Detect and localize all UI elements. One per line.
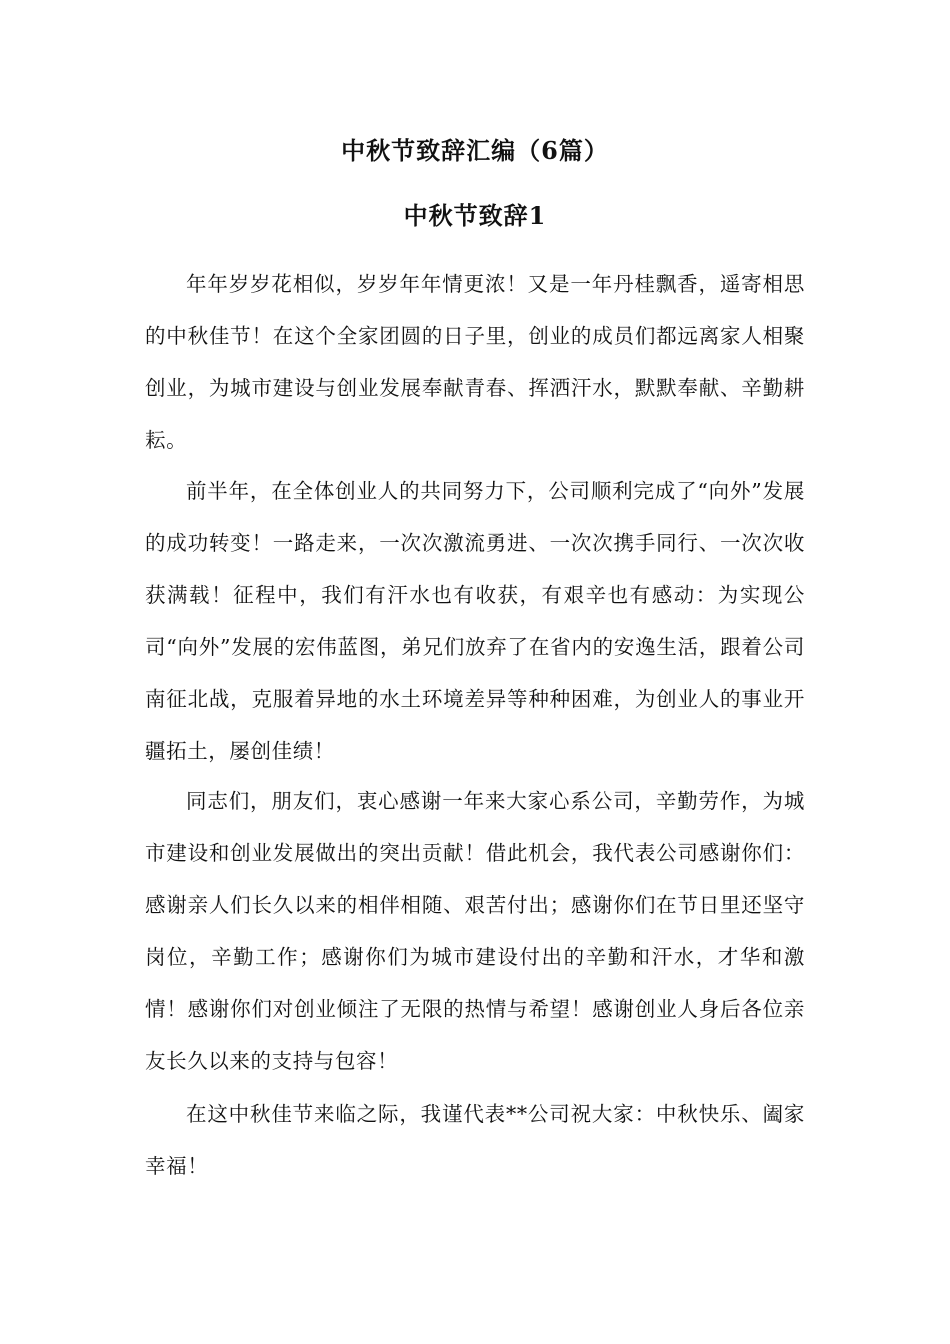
paragraph-3: 同志们，朋友们，衷心感谢一年来大家心系公司，辛勤劳作，为城市建设和创业发展做出的突出贡献！借此机会，我代表公司感谢你们：感谢亲人们长久以来的相伴相随、艰苦付出；感谢你们在节日里还坚守岗位，辛勤工作；感谢你们为城市建设付出的辛勤和汗水，才华和激情！感谢你们对创业倾注了无限的热情与希望！感谢创业人身后各位亲友长久以来的支持与包容！ <box>145 789 805 1073</box>
section-title: 中秋节致辞1 <box>403 201 547 230</box>
paragraph-2: 前半年，在全体创业人的共同努力下，公司顺利完成了“向外”发展的成功转变！一路走来，一次次激流勇进、一次次携手同行、一次次收获满载！征程中，我们有汗水也有收获，有艰辛也有感动：为实现公司“向外”发展的宏伟蓝图，弟兄们放弃了在省内的安逸生活，跟着公司南征北战，克服着异地的水土环境差异等种种困难，为创业人的事业开疆拓土，屡创佳绩！ <box>145 479 805 763</box>
paragraph-4: 在这中秋佳节来临之际，我谨代表**公司祝大家：中秋快乐、阖家幸福！ <box>145 1102 805 1178</box>
paragraph-1: 年年岁岁花相似，岁岁年年情更浓！又是一年丹桂飘香，遥寄相思的中秋佳节！在这个全家团圆的日子里，创业的成员们都远离家人相聚创业，为城市建设与创业发展奉献青春、挥洒汗水，默默奉献、辛勤耕耘。 <box>145 272 805 452</box>
document-title: 中秋节致辞汇编（6篇） <box>341 136 609 165</box>
